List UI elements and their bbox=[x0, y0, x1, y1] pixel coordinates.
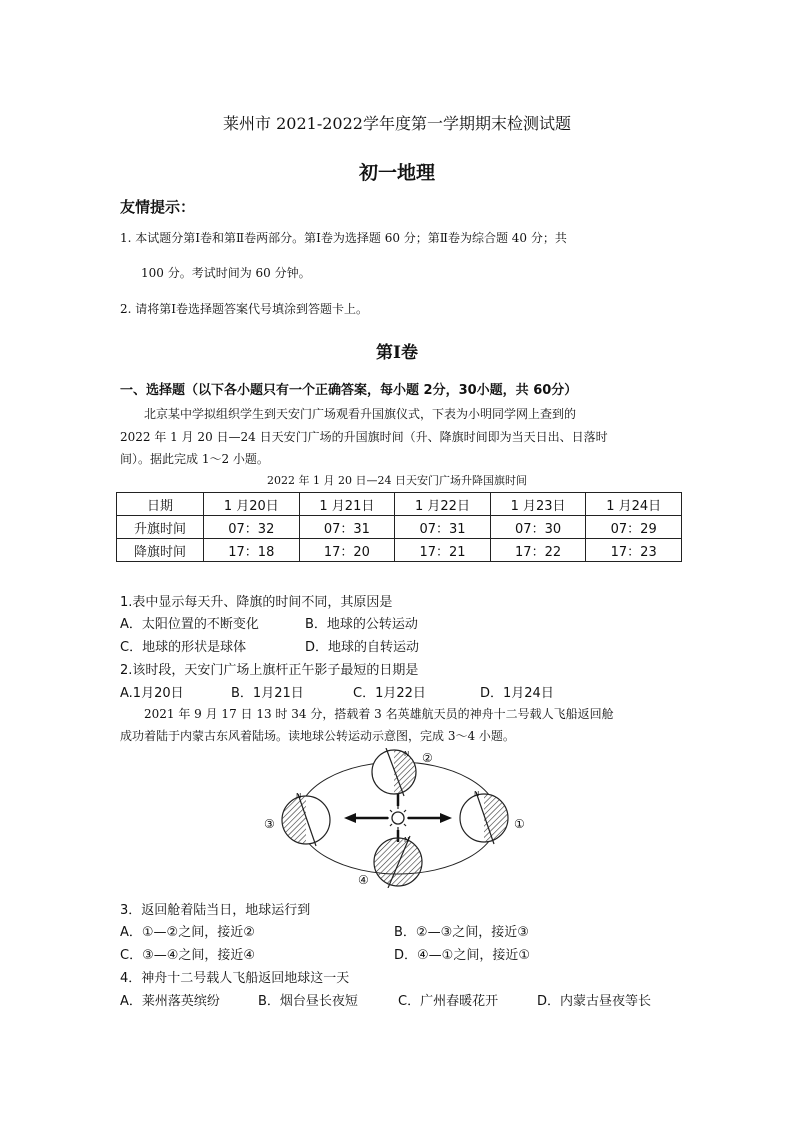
flag-time-table bbox=[116, 492, 682, 562]
question-4-stem: 4．神舟十二号载人飞船返回地球这一天 bbox=[120, 971, 350, 986]
table-row bbox=[117, 516, 682, 539]
table-cell: 17：18 bbox=[204, 539, 300, 562]
table-cell: 17：23 bbox=[586, 539, 682, 562]
table-cell: 07：31 bbox=[395, 516, 491, 539]
question-1-option-c: C．地球的形状是球体 bbox=[120, 640, 247, 655]
passage2-line2: 成功着陆于内蒙古东风着陆场。读地球公转运动示意图，完成 3～4 小题。 bbox=[120, 729, 515, 743]
table-cell: 17：20 bbox=[299, 539, 395, 562]
table-cell: 07：32 bbox=[204, 516, 300, 539]
table-cell: 升旗时间 bbox=[117, 516, 204, 539]
earth-position-right bbox=[460, 792, 508, 844]
question-3-stem: 3．返回舱着陆当日，地球运行到 bbox=[120, 903, 311, 918]
earth-position-bottom bbox=[374, 836, 422, 888]
earth-revolution-diagram bbox=[262, 748, 538, 888]
passage1-line1: 北京某中学拟组织学生到天安门广场观看升国旗仪式，下表为小明同学网上查到的 bbox=[144, 407, 577, 421]
north-label: N bbox=[474, 790, 480, 798]
table-cell: 07：31 bbox=[299, 516, 395, 539]
position-label-1: ① bbox=[514, 817, 525, 831]
table-row bbox=[117, 539, 682, 562]
table-cell: 降旗时间 bbox=[117, 539, 204, 562]
question-4-option-c: C．广州春暖花开 bbox=[398, 994, 499, 1009]
north-label: N bbox=[296, 792, 302, 800]
position-label-2: ② bbox=[422, 751, 433, 765]
question-4-option-b: B．烟台昼长夜短 bbox=[258, 994, 358, 1009]
tip-item-2: 2. 请将第Ⅰ卷选择题答案代号填涂到答题卡上。 bbox=[120, 302, 369, 316]
position-label-4: ④ bbox=[358, 873, 369, 887]
volume-heading: 第Ⅰ卷 bbox=[376, 343, 418, 363]
question-2-option-a: A.1月20日 bbox=[120, 686, 184, 701]
table-header-cell: 1 月23日 bbox=[490, 493, 586, 516]
passage1-line2: 2022 年 1 月 20 日—24 日天安门广场的升国旗时间（升、降旗时间即为当天日出、日落时 bbox=[120, 430, 608, 444]
north-label: N bbox=[404, 750, 410, 758]
question-4-option-d: D．内蒙古昼夜等长 bbox=[537, 994, 652, 1009]
table-cell: 07：30 bbox=[490, 516, 586, 539]
question-1-option-d: D．地球的自转运动 bbox=[305, 640, 420, 655]
question-2-option-c: C．1月22日 bbox=[353, 686, 426, 701]
passage2-line1: 2021 年 9 月 17 日 13 时 34 分，搭载着 3 名英雄航天员的神舟十二号载人飞船返回舱 bbox=[144, 707, 614, 721]
sun-icon bbox=[386, 806, 410, 830]
exam-title: 莱州市 2021-2022学年度第一学期期末检测试题 bbox=[223, 114, 571, 133]
table-header-row bbox=[117, 493, 682, 516]
question-2-option-b: B．1月21日 bbox=[231, 686, 304, 701]
passage1-line3: 间）。据此完成 1～2 小题。 bbox=[120, 452, 269, 466]
question-2-option-d: D．1月24日 bbox=[480, 686, 554, 701]
tip-item-1: 1. 本试题分第Ⅰ卷和第Ⅱ卷两部分。第Ⅰ卷为选择题 60 分；第Ⅱ卷为综合题 40 分；共 bbox=[120, 231, 567, 245]
table-cell: 17：21 bbox=[395, 539, 491, 562]
question-1-option-b: B．地球的公转运动 bbox=[305, 617, 418, 632]
tips-heading: 友情提示： bbox=[120, 198, 196, 216]
table-header-cell: 1 月20日 bbox=[204, 493, 300, 516]
table-caption: 2022 年 1 月 20 日—24 日天安门广场升降国旗时间 bbox=[267, 474, 527, 487]
north-label: N bbox=[404, 836, 410, 844]
question-2-stem: 2.该时段，天安门广场上旗杆正午影子最短的日期是 bbox=[120, 663, 419, 678]
position-label-3: ③ bbox=[264, 817, 275, 831]
question-3-option-b: B．②—③之间，接近③ bbox=[394, 925, 529, 940]
section-heading: 一、选择题（以下各小题只有一个正确答案，每小题 2分，30小题，共 60分） bbox=[120, 383, 578, 398]
earth-position-top bbox=[372, 748, 416, 796]
table-cell: 17：22 bbox=[490, 539, 586, 562]
exam-subject: 初一地理 bbox=[358, 162, 435, 184]
table-header-cell: 1 月21日 bbox=[299, 493, 395, 516]
tip-item-1-cont: 100 分。考试时间为 60 分钟。 bbox=[141, 266, 311, 280]
question-1-option-a: A．太阳位置的不断变化 bbox=[120, 617, 259, 632]
question-4-option-a: A．莱州落英缤纷 bbox=[120, 994, 220, 1009]
table-cell: 07：29 bbox=[586, 516, 682, 539]
question-3-option-d: D．④—①之间，接近① bbox=[394, 948, 530, 963]
table-header-cell: 1 月22日 bbox=[395, 493, 491, 516]
table-header-cell: 日期 bbox=[117, 493, 204, 516]
question-3-option-a: A．①—②之间，接近② bbox=[120, 925, 255, 940]
question-1-stem: 1.表中显示每天升、降旗的时间不同，其原因是 bbox=[120, 595, 393, 610]
earth-position-left bbox=[282, 794, 330, 846]
table-header-cell: 1 月24日 bbox=[586, 493, 682, 516]
question-3-option-c: C．③—④之间，接近④ bbox=[120, 948, 256, 963]
